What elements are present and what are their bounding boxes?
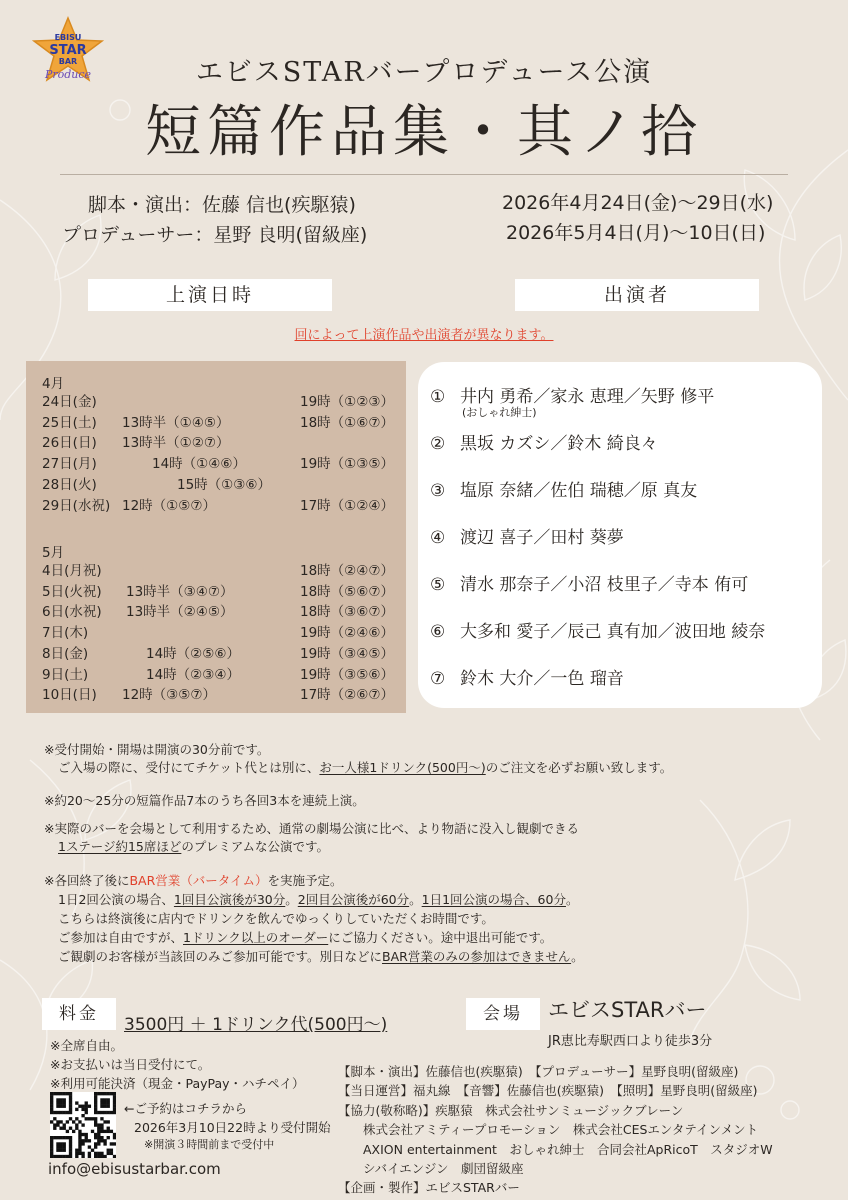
cast-item: [430, 664, 624, 689]
month-label-april: 4月: [42, 376, 65, 392]
title-divider: [60, 174, 788, 175]
cast-number: ①: [430, 387, 446, 407]
logo-text-star: STAR: [49, 43, 87, 58]
schedule-slot-2: 17時（①②④）: [300, 497, 394, 514]
staff-line: 【協力(敬称略)】疾駆猿 株式会社サンミュージックブレーン: [338, 1102, 684, 1118]
reservation-qr-code[interactable]: [50, 1092, 116, 1158]
cast-item: [430, 570, 748, 595]
note-bar-time: ※各回終了後にBAR営業（バータイム）を実施予定。: [44, 873, 343, 888]
schedule-slot-2: 17時（②⑥⑦）: [300, 687, 394, 704]
schedule-slot-1: 13時半（③④⑦）: [126, 583, 234, 600]
schedule-slot-2: 18時（①⑥⑦）: [300, 414, 394, 431]
schedule-slot-1: 15時（①③⑥）: [177, 476, 271, 493]
price-note-payment: ※お支払いは当日受付にて。: [50, 1057, 211, 1072]
schedule-slot-2: 19時（③④⑤）: [300, 645, 394, 662]
staff-line: AXION entertainment おしゃれ紳士 合同会社ApRicoT スタジオW: [338, 1141, 773, 1157]
cast-item: [430, 617, 765, 642]
logo-text-ebisu: EBISU: [54, 33, 82, 42]
schedule-day: 4日(月祝): [42, 563, 102, 579]
cast-names: 大多和 愛子／辰己 真有加／波田地 綾奈: [460, 622, 766, 642]
schedule-day: 9日(土): [42, 666, 89, 683]
reserve-link-text[interactable]: ←ご予約はコチラから: [124, 1101, 247, 1116]
cast-names: 井内 勇希／家永 恵理／矢野 修平: [460, 387, 715, 407]
schedule-slot-1: 13時半（①②⑦）: [122, 435, 230, 452]
staff-line: 【企画・製作】エビスSTARバー: [338, 1180, 520, 1196]
reserve-deadline: ※開演３時間前まで受付中: [144, 1138, 275, 1151]
cast-item: [430, 476, 697, 501]
schedule-slot-1: 14時（②⑤⑥）: [146, 645, 240, 662]
cast-number: ②: [430, 434, 446, 454]
venue-access: JR恵比寿駅西口より徒歩3分: [548, 1034, 713, 1049]
schedule-day: 27日(月): [42, 456, 97, 473]
cast-names: 清水 那奈子／小沼 枝里子／寺本 侑可: [460, 575, 749, 595]
logo-text-bar: BAR: [58, 57, 78, 66]
note-bar-duration: 1日2回公演の場合、1回目公演後が30分。2回目公演後が60分。1日1回公演の場合、60分。: [58, 892, 579, 907]
schedule-slot-1: 13時半（①④⑤）: [122, 414, 230, 431]
price-note-methods: ※利用可能決済（現金・PayPay・ハチペイ）: [50, 1076, 305, 1091]
schedule-slot-2: 18時（⑤⑥⑦）: [300, 583, 394, 600]
cast-names: 塩原 奈緒／佐伯 瑞穂／原 真友: [460, 481, 698, 501]
cast-item: [430, 523, 624, 548]
schedule-slot-2: 19時（③⑤⑥）: [300, 666, 394, 683]
schedule-slot-2: 18時（②④⑦）: [300, 563, 394, 579]
event-subtitle: エビスSTARバープロデュース公演: [195, 57, 653, 88]
cast-names: 鈴木 大介／一色 瑠音: [460, 669, 624, 689]
price-value: 3500円 ＋ 1ドリンク代(500円～): [124, 1015, 388, 1035]
cast-number: ③: [430, 481, 446, 501]
schedule-label: 上演日時: [88, 279, 332, 311]
schedule-day: 26日(日): [42, 435, 97, 452]
date-run-april: 2026年4月24日(金)～29日(水): [502, 192, 774, 214]
cast-panel: [418, 362, 822, 708]
staff-line: 株式会社アミティープロモーション 株式会社CESエンタテインメント: [338, 1122, 759, 1138]
schedule-slot-2: 19時（②④⑥）: [300, 625, 394, 642]
schedule-slot-2: 18時（③⑥⑦）: [300, 604, 394, 621]
schedule-day: 6日(水祝): [42, 604, 102, 621]
cast-number: ⑤: [430, 575, 446, 595]
schedule-day: 25日(土): [42, 414, 97, 431]
staff-line: 【当日運営】福丸線 【音響】佐藤信也(疾駆猿) 【照明】星野良明(留級座): [338, 1083, 758, 1099]
schedule-slot-1: 13時半（②④⑤）: [126, 604, 234, 621]
note-bar-purpose: こちらは終演後に店内でドリンクを飲んでゆっくりしていただくお時間です。: [58, 911, 494, 926]
note-premium: 1ステージ約15席ほどのプレミアムな公演です。: [58, 839, 329, 854]
note-drink: ご入場の際に、受付にてチケット代とは別に、お一人様1ドリンク(500円～)のご注文を必ずお願い致します。: [58, 760, 673, 775]
price-label: 料金: [42, 998, 116, 1030]
schedule-day: 24日(金): [42, 394, 97, 410]
note-bar-order: ご参加は自由ですが、1ドリンク以上のオーダーにご協力ください。途中退出可能です。: [58, 930, 553, 945]
schedule-day: 7日(木): [42, 625, 89, 642]
cast-number: ⑦: [430, 669, 446, 689]
schedule-day: 5日(火祝): [42, 583, 102, 600]
schedule-day: 10日(日): [42, 687, 97, 704]
schedule-slot-1: 12時（③⑤⑦）: [122, 687, 216, 704]
cast-varies-note: 回によって上演作品や出演者が異なります。: [294, 328, 554, 343]
cast-number: ⑥: [430, 622, 446, 642]
schedule-slot-2: 19時（①③⑤）: [300, 456, 394, 473]
note-reception: ※受付開始・開場は開演の30分前です。: [44, 742, 270, 757]
month-label-may: 5月: [42, 545, 65, 561]
note-venue-bar: ※実際のバーを会場として利用するため、通常の劇場公演に比べ、より物語に没入し観劇できる: [44, 821, 579, 836]
schedule-slot-2: 19時（①②③）: [300, 394, 394, 410]
staff-line: シバイエンジン 劇団留級座: [338, 1161, 524, 1176]
cast-names: 渡辺 喜子／田村 葵夢: [460, 528, 624, 548]
cast-names: 黒坂 カズシ／鈴木 綺良々: [460, 434, 658, 454]
event-title: 短篇作品集・其ノ拾: [145, 100, 703, 165]
credit-producer: プロデューサー：星野 良明(留級座): [62, 224, 368, 246]
cast-item: [430, 429, 658, 454]
venue-label: 会場: [466, 998, 540, 1030]
note-program: ※約20～25分の短篇作品7本のうち各回3本を連続上演。: [44, 793, 365, 808]
staff-line: 【脚本・演出】佐藤信也(疾駆猿) 【プロデューサー】星野良明(留級座): [338, 1064, 739, 1079]
schedule-day: 28日(火): [42, 476, 97, 493]
credit-script: 脚本・演出：佐藤 信也(疾駆猿): [88, 194, 356, 216]
schedule-day: 29日(水祝): [42, 497, 111, 514]
schedule-panel: [26, 361, 406, 713]
cast-label: 出演者: [515, 279, 759, 311]
schedule-slot-1: 14時（②③④）: [146, 666, 240, 683]
schedule-slot-1: 12時（①⑤⑦）: [122, 497, 216, 514]
schedule-day: 8日(金): [42, 645, 89, 662]
date-run-may: 2026年5月4日(月)～10日(日): [506, 222, 766, 244]
venue-name: エビスSTARバー: [548, 998, 707, 1022]
reserve-start: 2026年3月10日22時より受付開始: [134, 1120, 331, 1135]
cast-number: ④: [430, 528, 446, 548]
schedule-slot-1: 14時（①④⑥）: [152, 456, 246, 473]
price-note-seating: ※全席自由。: [50, 1038, 123, 1053]
cast-affiliation: (おしゃれ紳士): [462, 406, 537, 419]
note-bar-participation: ご観劇のお客様が当該回のみご参加可能です。別日などにBAR営業のみの参加はできません。: [58, 949, 584, 964]
contact-email[interactable]: info@ebisustarbar.com: [48, 1160, 221, 1178]
logo-text-produce: Produce: [44, 68, 92, 81]
